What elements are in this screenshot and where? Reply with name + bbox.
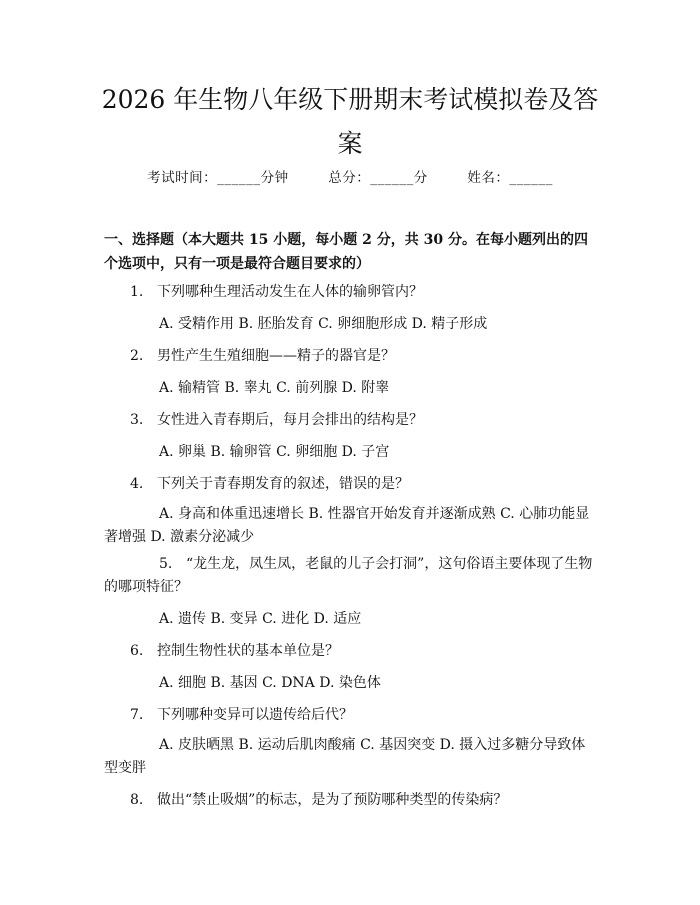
question-text: 男性产生生殖细胞——精子的器官是？ [157, 348, 395, 364]
question-text: 做出“禁止吸烟”的标志，是为了预防哪种类型的传染病？ [157, 792, 508, 808]
question-8 [130, 790, 507, 810]
question-number: 4. [130, 476, 144, 492]
exam-info-line [0, 166, 700, 186]
exam-time-field: 考试时间：______分钟 [147, 170, 289, 186]
question-5 [104, 553, 596, 599]
section-heading: 一、选择题（本大题共 15 小题，每小题 2 分，共 30 分。在每小题列出的四个选项中，只有一项是最符合题目要求的） [104, 232, 588, 272]
question-number: 8. [130, 792, 144, 808]
question-text: “龙生龙，凤生凤，老鼠的儿子会打洞”，这句俗语主要体现了生物的哪项特征？ [104, 556, 593, 595]
question-2 [130, 346, 395, 366]
question-1 [130, 282, 423, 302]
question-number: 2. [130, 348, 144, 364]
question-text: 下列哪种生理活动发生在人体的输卵管内？ [157, 284, 423, 300]
question-6 [130, 641, 339, 661]
question-number: 3. [130, 412, 144, 428]
question-6-options: A. 细胞 B. 基因 C. DNA D. 染色体 [159, 675, 381, 691]
question-number: 1. [130, 284, 144, 300]
exam-title: 2026 年生物八年级下册期末考试模拟卷及答案 [101, 85, 599, 158]
question-text: 下列哪种变异可以遗传给后代？ [157, 707, 353, 723]
question-text: 女性进入青春期后，每月会排出的结构是？ [157, 412, 423, 428]
question-text: 控制生物性状的基本单位是？ [157, 643, 339, 659]
question-3-options: A. 卵巢 B. 输卵管 C. 卵细胞 D. 子宫 [159, 444, 390, 460]
question-4 [130, 474, 409, 494]
question-5-options: A. 遗传 B. 变异 C. 进化 D. 适应 [159, 611, 362, 627]
total-score-field: 总分：______分 [328, 170, 428, 186]
question-7-options: A. 皮肤晒黑 B. 运动后肌肉酸痛 C. 基因突变 D. 摄入过多糖分导致体型变胖 [104, 737, 586, 776]
question-1-options: A. 受精作用 B. 胚胎发育 C. 卵细胞形成 D. 精子形成 [159, 316, 488, 332]
question-number: 5. [159, 556, 173, 572]
question-text: 下列关于青春期发育的叙述，错误的是？ [157, 476, 409, 492]
question-4-options: A. 身高和体重迅速增长 B. 性器官开始发育并逐渐成熟 C. 心肺功能显著增强 D. 激素分泌减少 [104, 506, 590, 545]
question-7 [130, 705, 353, 725]
name-field: 姓名：______ [467, 170, 553, 186]
question-number: 7. [130, 707, 144, 723]
question-2-options: A. 输精管 B. 睾丸 C. 前列腺 D. 附睾 [159, 380, 390, 396]
question-3 [130, 410, 423, 430]
question-number: 6. [130, 643, 144, 659]
